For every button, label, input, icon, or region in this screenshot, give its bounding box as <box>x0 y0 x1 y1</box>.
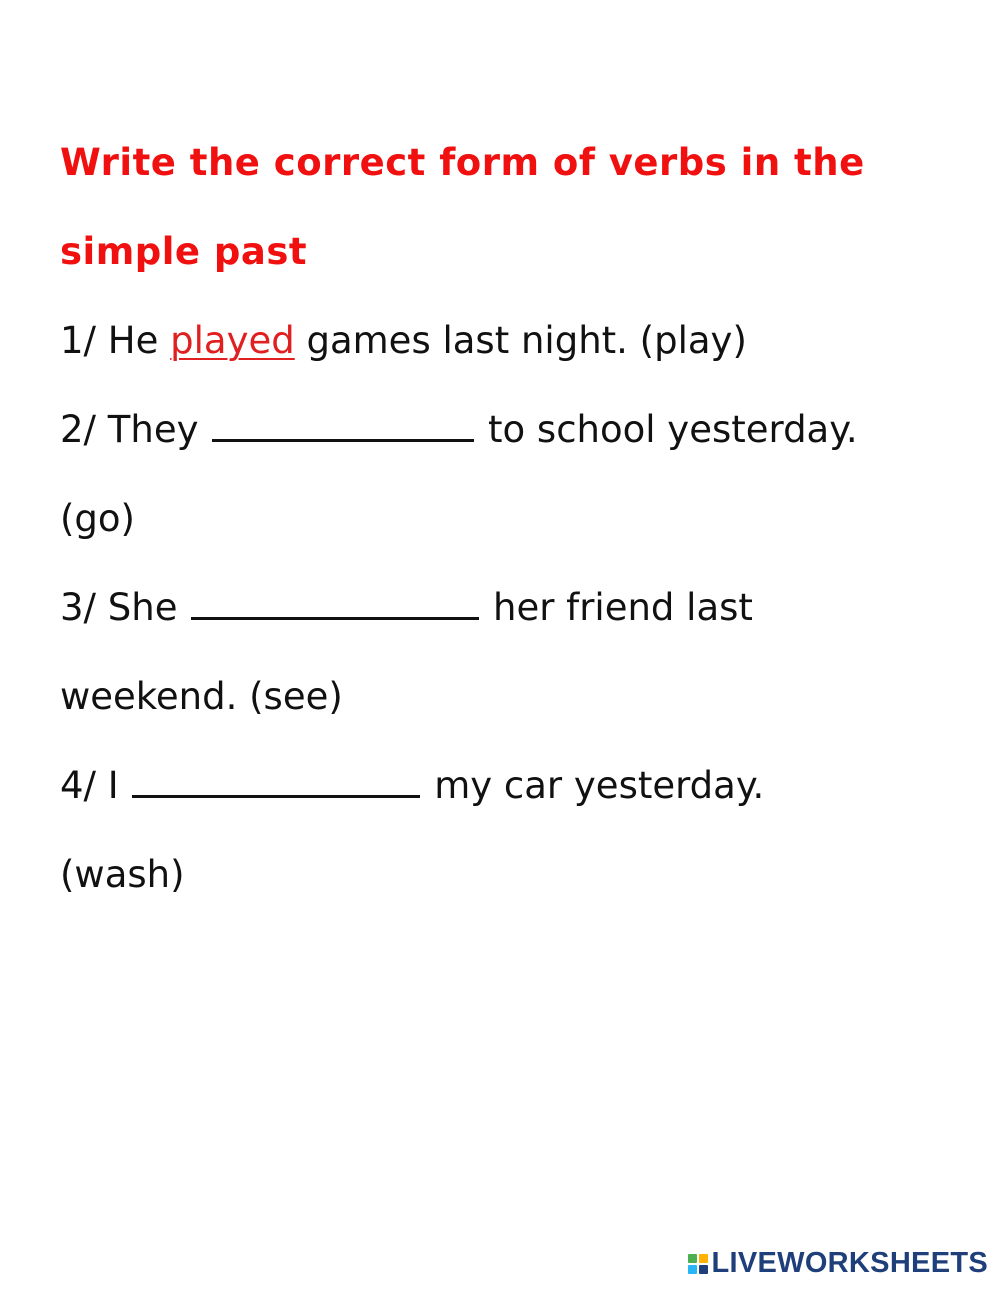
question-1-answer: played <box>170 319 295 362</box>
question-3-answer-blank[interactable] <box>191 617 479 620</box>
question-4-hint: (wash) <box>60 853 185 896</box>
liveworksheets-logo-icon <box>688 1254 708 1274</box>
question-4-answer-blank[interactable] <box>132 795 420 798</box>
worksheet <box>60 118 940 919</box>
question-1-suffix: games last night. (play) <box>294 319 747 362</box>
instruction-title-line-1: Write the correct form of verbs in the <box>60 141 865 184</box>
question-4-prefix: 4/ I <box>60 764 131 807</box>
question-2-prefix: 2/ They <box>60 408 211 451</box>
question-3-continuation: weekend. (see) <box>60 675 343 718</box>
question-3 <box>60 563 940 652</box>
question-2-hint: (go) <box>60 497 135 540</box>
question-4 <box>60 741 940 830</box>
question-1 <box>60 296 940 385</box>
question-3-prefix: 3/ She <box>60 586 190 629</box>
question-2 <box>60 385 940 474</box>
brand-label: LIVEWORKSHEETS <box>711 1247 988 1279</box>
question-2-answer-blank[interactable] <box>212 439 474 442</box>
liveworksheets-brand <box>688 1247 989 1280</box>
question-1-prefix: 1/ He <box>60 319 171 362</box>
question-3-suffix: her friend last <box>481 586 753 629</box>
question-2-suffix: to school yesterday. <box>476 408 858 451</box>
instruction-title-line-2: simple past <box>60 230 308 273</box>
question-4-suffix: my car yesterday. <box>422 764 765 807</box>
